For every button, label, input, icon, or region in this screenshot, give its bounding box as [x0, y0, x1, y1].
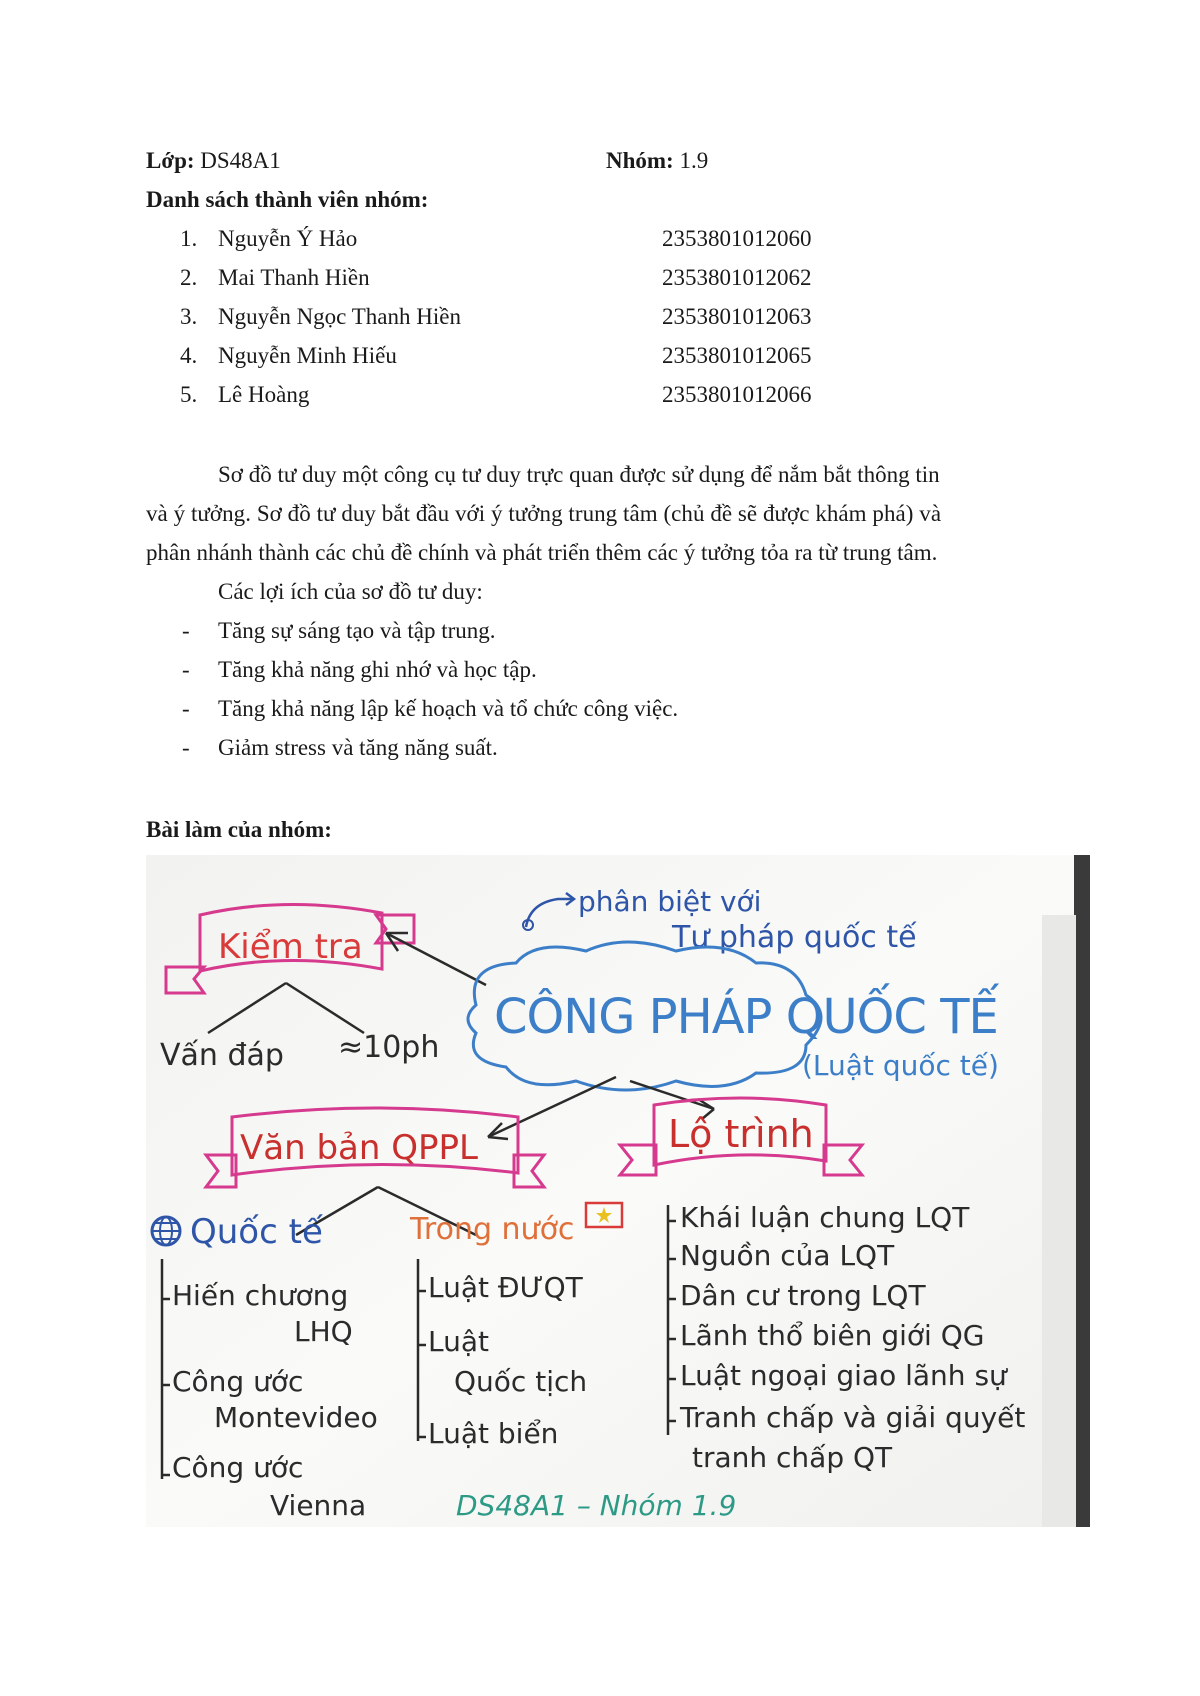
class-line	[146, 146, 281, 176]
kiemtra-right: ≈10ph	[338, 1030, 440, 1065]
group-label: Nhóm:	[606, 148, 674, 173]
lotrinh-item: tranh chấp QT	[692, 1441, 893, 1474]
member-name: Nguyễn Minh Hiếu	[218, 343, 397, 368]
benefit-item: Tăng khả năng lập kế hoạch và tổ chức công việc.	[218, 696, 679, 721]
note-line-1: phân biệt với	[578, 885, 762, 918]
member-id: 2353801012062	[662, 265, 812, 290]
bullet-dash: -	[182, 696, 190, 721]
lotrinh-item: Nguồn của LQT	[680, 1239, 895, 1272]
quocte-label: Quốc tế	[190, 1212, 323, 1252]
quocte-item-l1: Công ước	[172, 1365, 304, 1398]
member-name: Mai Thanh Hiền	[218, 265, 370, 290]
member-id: 2353801012060	[662, 226, 812, 251]
intro-line-1: Sơ đồ tư duy một công cụ tư duy trực quan được sử dụng để nắm bắt thông tin	[218, 462, 940, 487]
lotrinh-item: Tranh chấp và giải quyết	[680, 1401, 1026, 1434]
member-id: 2353801012065	[662, 343, 812, 368]
work-title: Bài làm của nhóm:	[146, 817, 332, 842]
lotrinh-title: Lộ trình	[668, 1112, 814, 1156]
lotrinh-item: Lãnh thổ biên giới QG	[680, 1319, 985, 1352]
trongnuoc-item-l1: Luật	[428, 1325, 489, 1358]
photo-edge	[1074, 855, 1090, 1527]
benefits-title: Các lợi ích của sơ đồ tư duy:	[218, 579, 483, 604]
trongnuoc-label: Trong nước	[410, 1212, 575, 1247]
member-num: 4.	[180, 343, 198, 368]
mindmap-photo	[146, 855, 1090, 1527]
member-name: Lê Hoàng	[218, 382, 310, 407]
intro-line-2: và ý tưởng. Sơ đồ tư duy bắt đầu với ý tưởng trung tâm (chủ đề sẽ được khám phá) và	[146, 501, 942, 526]
mindmap-signature: DS48A1 – Nhóm 1.9	[456, 1489, 737, 1522]
group-value: 1.9	[679, 148, 709, 173]
member-num: 5.	[180, 382, 198, 407]
mindmap-drawing	[146, 855, 1090, 1527]
vanban-title: Văn bản QPPL	[240, 1128, 478, 1168]
benefit-item: Tăng khả năng ghi nhớ và học tập.	[218, 657, 537, 682]
quocte-item-l1: Hiến chương	[172, 1279, 349, 1312]
kiemtra-left: Vấn đáp	[160, 1038, 284, 1073]
member-id: 2353801012063	[662, 304, 812, 329]
center-title: CÔNG PHÁP QUỐC TẾ	[494, 989, 998, 1045]
paper-shadow	[1042, 915, 1076, 1527]
bullet-dash: -	[182, 735, 190, 760]
member-id: 2353801012066	[662, 382, 812, 407]
member-name: Nguyễn Ngọc Thanh Hiền	[218, 304, 461, 329]
quocte-item-l2: Vienna	[270, 1489, 367, 1522]
lotrinh-item: Luật ngoại giao lãnh sự	[680, 1359, 1007, 1392]
kiemtra-title: Kiểm tra	[218, 927, 363, 967]
class-value: DS48A1	[200, 148, 281, 173]
lotrinh-item: Khái luận chung LQT	[680, 1201, 970, 1234]
center-subtitle: (Luật quốc tế)	[802, 1049, 999, 1082]
class-label: Lớp:	[146, 148, 195, 173]
benefit-item: Giảm stress và tăng năng suất.	[218, 735, 498, 760]
member-name: Nguyễn Ý Hảo	[218, 226, 358, 251]
benefit-item: Tăng sự sáng tạo và tập trung.	[218, 618, 496, 643]
quocte-item-l1: Công ước	[172, 1451, 304, 1484]
group-line	[606, 146, 708, 176]
quocte-item-l2: Montevideo	[214, 1401, 378, 1434]
trongnuoc-item-l1: Luật biển	[428, 1417, 559, 1450]
member-num: 2.	[180, 265, 198, 290]
member-num: 1.	[180, 226, 198, 251]
lotrinh-item: Dân cư trong LQT	[680, 1279, 926, 1312]
bullet-dash: -	[182, 618, 190, 643]
note-line-2: Tư pháp quốc tế	[672, 920, 917, 955]
trongnuoc-item-l1: Luật ĐƯQT	[428, 1271, 583, 1304]
intro-line-3: phân nhánh thành các chủ đề chính và phát triển thêm các ý tưởng tỏa ra từ trung tâm.	[146, 540, 938, 565]
member-num: 3.	[180, 304, 198, 329]
quocte-item-l2: LHQ	[294, 1315, 353, 1348]
members-title: Danh sách thành viên nhóm:	[146, 187, 429, 212]
trongnuoc-item-l2: Quốc tịch	[454, 1365, 588, 1398]
bullet-dash: -	[182, 657, 190, 682]
